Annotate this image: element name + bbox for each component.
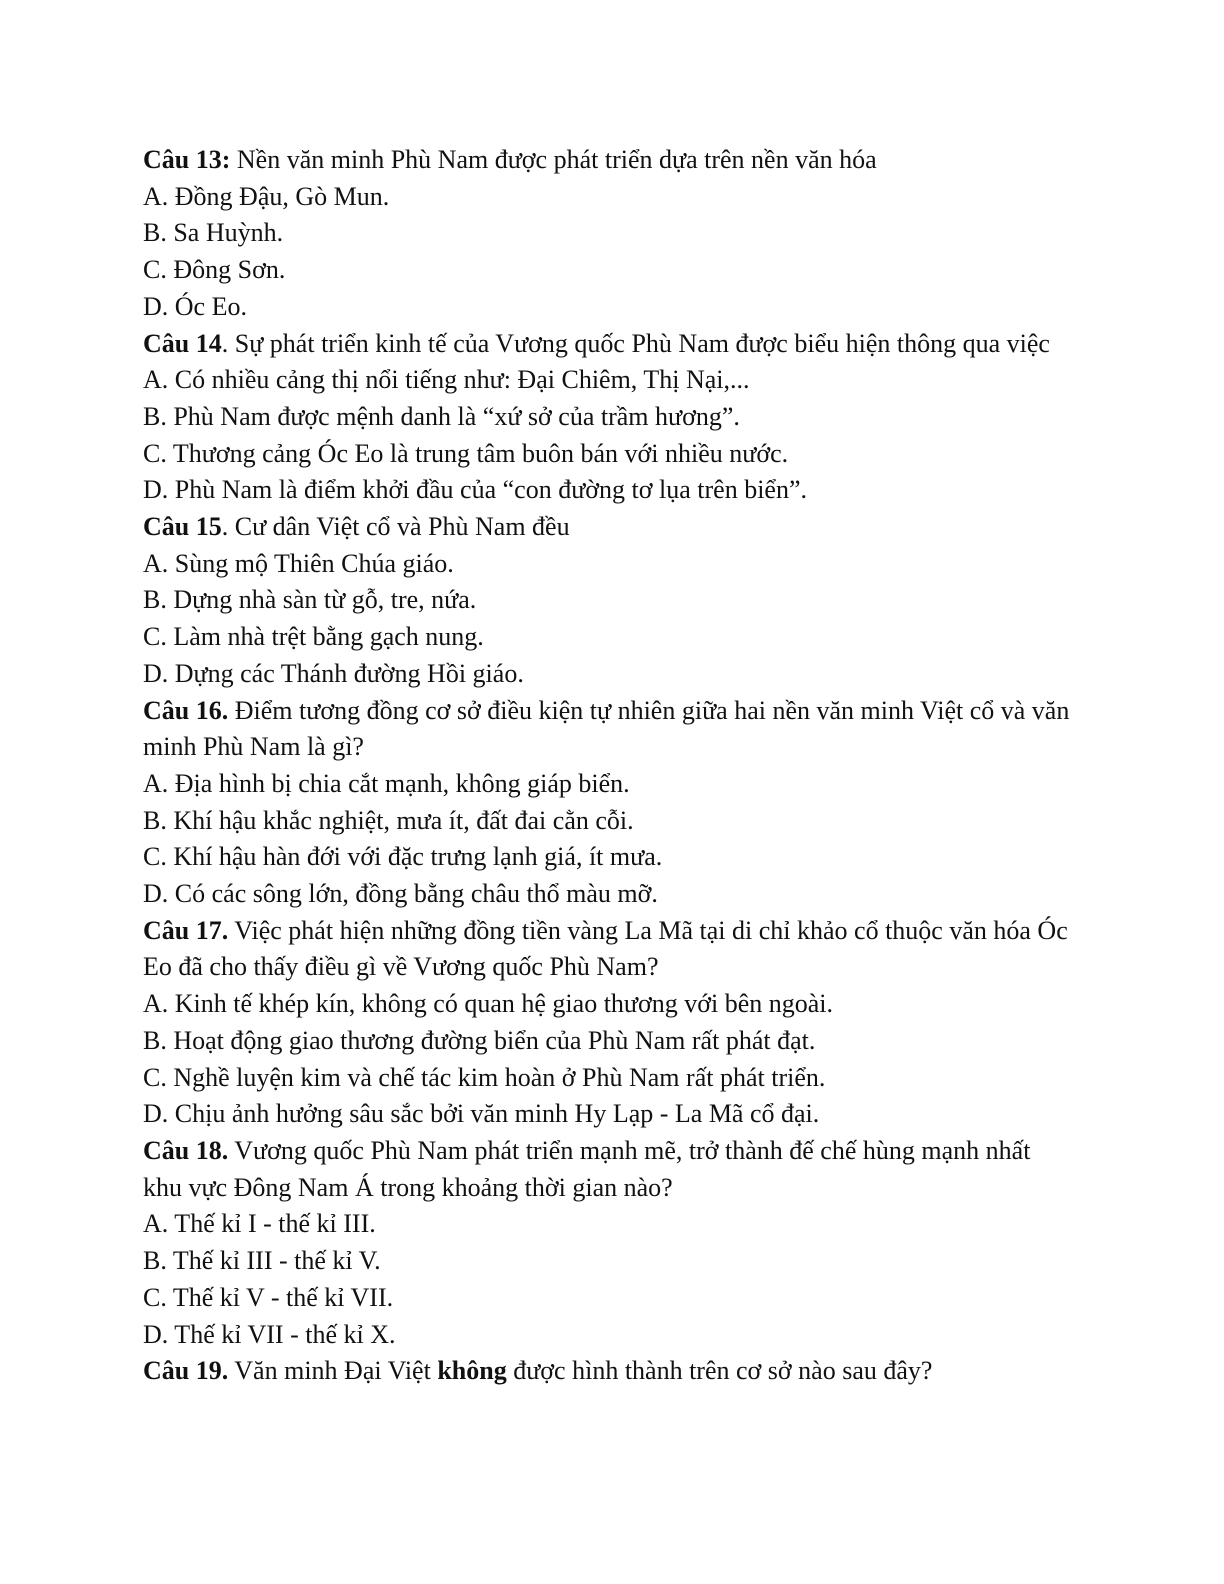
- document-page: [143, 142, 1073, 1390]
- answer-option: C. Đông Sơn.: [143, 255, 286, 285]
- question-stem: [143, 913, 1073, 986]
- question-label: Câu 16.: [143, 695, 229, 725]
- answer-option: C. Thế kỉ V - thế kỉ VII.: [143, 1282, 394, 1312]
- question-text: . Sự phát triển kinh tế của Vương quốc Phù Nam được biểu hiện thông qua việc: [221, 328, 1050, 358]
- question-text-after: được hình thành trên cơ sở nào sau đây?: [506, 1356, 933, 1386]
- question-stem: [143, 509, 1073, 546]
- answer-option: B. Dựng nhà sàn từ gỗ, tre, nứa.: [143, 585, 477, 615]
- answer-option: C. Thương cảng Óc Eo là trung tâm buôn bán với nhiều nước.: [143, 438, 789, 468]
- answer-option: A. Kinh tế khép kín, không có quan hệ giao thương với bên ngoài.: [143, 989, 834, 1019]
- question-stem: [143, 1353, 1073, 1390]
- answer-option: A. Sùng mộ Thiên Chúa giáo.: [143, 548, 454, 578]
- answer-option: D. Phù Nam là điểm khởi đầu của “con đường tơ lụa trên biển”.: [143, 475, 808, 505]
- answer-option: B. Thế kỉ III - thế kỉ V.: [143, 1246, 381, 1276]
- answer-option: B. Phù Nam được mệnh danh là “xứ sở của trầm hương”.: [143, 401, 740, 431]
- question-text: Vương quốc Phù Nam phát triển mạnh mẽ, trở thành đế chế hùng mạnh nhất khu vực Đông Nam Á trong khoảng thời gian nào?: [143, 1135, 1031, 1202]
- question-label: Câu 19.: [143, 1356, 229, 1386]
- question-15: [143, 509, 1073, 693]
- answer-option: A. Thế kỉ I - thế kỉ III.: [143, 1209, 376, 1239]
- question-text-before: Văn minh Đại Việt: [228, 1356, 438, 1386]
- question-label: Câu 18.: [143, 1135, 229, 1165]
- answer-option: A. Có nhiều cảng thị nổi tiếng như: Đại Chiêm, Thị Nại,...: [143, 365, 750, 395]
- question-19: [143, 1353, 1073, 1390]
- answer-option: C. Nghề luyện kim và chế tác kim hoàn ở Phù Nam rất phát triển.: [143, 1062, 826, 1092]
- question-stem: [143, 326, 1073, 363]
- answer-option: B. Khí hậu khắc nghiệt, mưa ít, đất đai cằn cỗi.: [143, 805, 634, 835]
- question-13: [143, 142, 1073, 326]
- answer-option: D. Óc Eo.: [143, 291, 247, 321]
- answer-option: B. Sa Huỳnh.: [143, 218, 284, 248]
- question-17: [143, 913, 1073, 1133]
- question-text: Điểm tương đồng cơ sở điều kiện tự nhiên giữa hai nền văn minh Việt cổ và văn minh Phù Nam là gì?: [143, 695, 1070, 762]
- question-14: [143, 326, 1073, 510]
- answer-option: D. Chịu ảnh hưởng sâu sắc bởi văn minh Hy Lạp - La Mã cổ đại.: [143, 1099, 820, 1129]
- emphasized-word: không: [437, 1356, 507, 1386]
- answer-option: A. Địa hình bị chia cắt mạnh, không giáp biển.: [143, 768, 630, 798]
- question-18: [143, 1133, 1073, 1353]
- answer-option: D. Có các sông lớn, đồng bằng châu thổ màu mỡ.: [143, 879, 658, 909]
- question-text: Nền văn minh Phù Nam được phát triển dựa trên nền văn hóa: [230, 145, 877, 174]
- question-label: Câu 17.: [143, 915, 229, 945]
- question-16: [143, 693, 1073, 913]
- question-label: Câu 14: [143, 328, 222, 358]
- answer-option: A. Đồng Đậu, Gò Mun.: [143, 181, 390, 211]
- question-text: Việc phát hiện những đồng tiền vàng La Mã tại di chỉ khảo cổ thuộc văn hóa Óc Eo đã cho thấy điều gì về Vương quốc Phù Nam?: [143, 915, 1068, 982]
- answer-option: C. Làm nhà trệt bằng gạch nung.: [143, 622, 484, 652]
- question-stem: [143, 1133, 1073, 1206]
- question-label: Câu 13:: [143, 145, 231, 174]
- question-stem: [143, 142, 1073, 179]
- question-text: . Cư dân Việt cổ và Phù Nam đều: [221, 512, 570, 542]
- question-label: Câu 15: [143, 512, 222, 542]
- answer-option: C. Khí hậu hàn đới với đặc trưng lạnh giá, ít mưa.: [143, 842, 663, 872]
- answer-option: D. Dựng các Thánh đường Hồi giáo.: [143, 658, 524, 688]
- answer-option: D. Thế kỉ VII - thế kỉ X.: [143, 1319, 396, 1349]
- answer-option: B. Hoạt động giao thương đường biển của Phù Nam rất phát đạt.: [143, 1025, 816, 1055]
- question-stem: [143, 693, 1073, 766]
